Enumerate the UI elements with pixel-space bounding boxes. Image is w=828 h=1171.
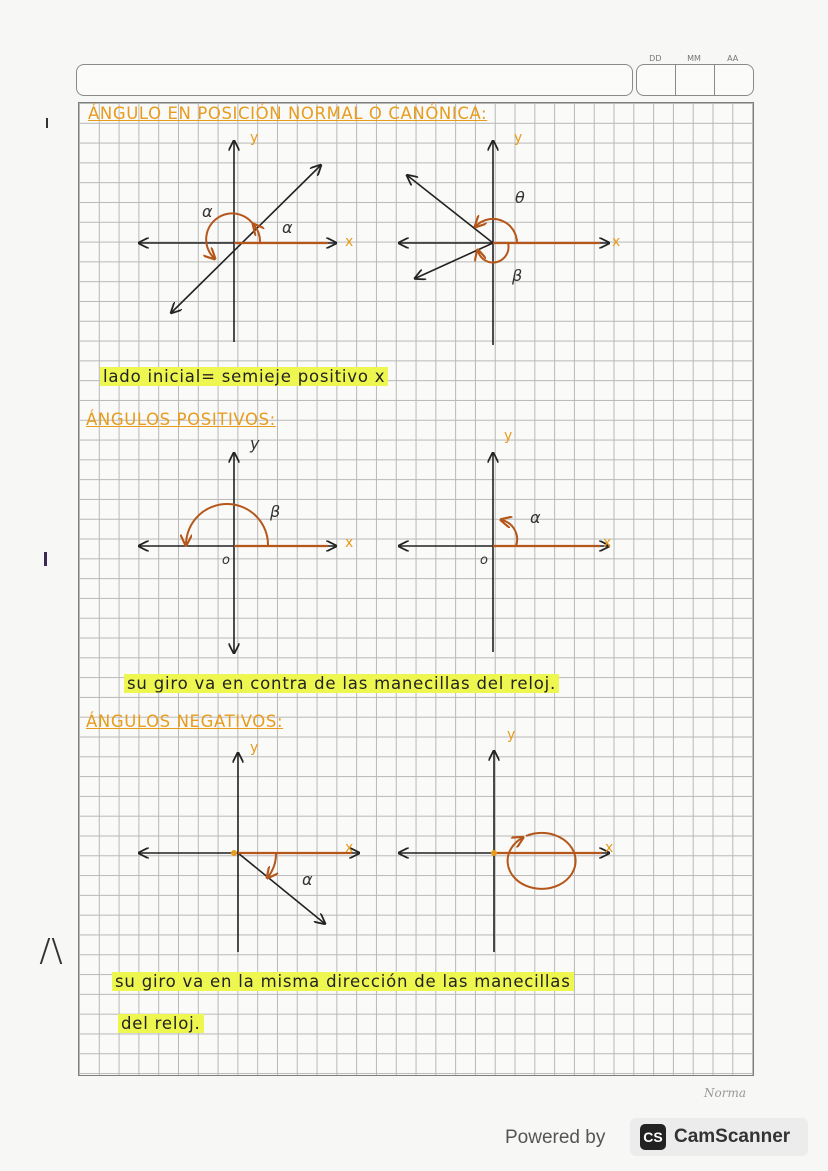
section1-note-text: lado inicial= semieje positivo x: [100, 367, 388, 386]
powered-by-text: Powered by: [505, 1127, 606, 1148]
section1-diagram1: [120, 130, 370, 360]
section3-alpha-label: α: [302, 870, 313, 889]
camscanner-badge[interactable]: [630, 1118, 808, 1156]
margin-mark: [40, 938, 50, 964]
diagram2-y-label: y: [514, 130, 523, 146]
section1-heading: ÁNGULO EN POSICIÓN NORMAL O CANÓNICA:: [88, 104, 488, 123]
section3-diagram1: [120, 740, 370, 960]
section2-alpha-label: α: [530, 508, 541, 527]
date-cell-day: [637, 65, 676, 95]
section3-d1-y-label: y: [250, 740, 259, 756]
diagram1-x-label: x: [345, 234, 354, 250]
alpha-inner-label: α: [282, 218, 293, 237]
section2-note: [124, 674, 559, 693]
theta-label: θ: [515, 188, 525, 207]
page-header-bar: [76, 64, 633, 96]
margin-mark: [46, 118, 48, 128]
date-labels: [636, 54, 752, 63]
margin-mark: [44, 552, 47, 566]
diagram1-y-label: y: [250, 130, 259, 146]
section2-d2-y-label: y: [504, 428, 513, 444]
date-label-day: DD: [649, 54, 662, 63]
section3-d1-x-label: x: [345, 840, 354, 856]
section2-diagram1: [120, 440, 370, 660]
section2-d1-y-label: y: [250, 434, 260, 453]
section1-diagram2: [390, 130, 640, 360]
section3-d2-x-label: x: [605, 840, 614, 856]
section3-heading: ÁNGULOS NEGATIVOS:: [86, 712, 284, 731]
date-label-year: AA: [727, 54, 739, 63]
section2-d2-origin-label: o: [480, 553, 488, 568]
alpha-outer-label: α: [202, 202, 213, 221]
beta-label: β: [512, 266, 523, 285]
date-cell-year: [715, 65, 753, 95]
section3-note-line2: [118, 1014, 204, 1033]
camscanner-logo-icon: CS: [640, 1124, 666, 1150]
section2-beta-label: β: [270, 502, 281, 521]
date-label-month: MM: [687, 54, 701, 63]
camscanner-name: CamScanner: [674, 1126, 791, 1147]
section3-diagram2: [390, 740, 640, 960]
section3-d2-y-label: y: [507, 727, 516, 743]
section2-note-text: su giro va en contra de las manecillas del reloj.: [124, 674, 559, 693]
section2-d1-origin-label: o: [222, 553, 230, 568]
margin-mark: [52, 938, 62, 964]
date-cell-month: [676, 65, 715, 95]
section1-note: [100, 367, 388, 386]
section3-note-line2-text: del reloj.: [118, 1014, 204, 1033]
notebook-brand: Norma: [704, 1086, 746, 1100]
section3-note-line1-text: su giro va en la misma dirección de las manecillas: [112, 972, 574, 991]
section2-d1-x-label: x: [345, 535, 354, 551]
diagram2-x-label: x: [612, 234, 621, 250]
date-box: [636, 64, 754, 96]
section2-d2-x-label: x: [603, 535, 612, 551]
section2-heading: ÁNGULOS POSITIVOS:: [86, 410, 276, 429]
section3-note-line1: [112, 972, 574, 991]
